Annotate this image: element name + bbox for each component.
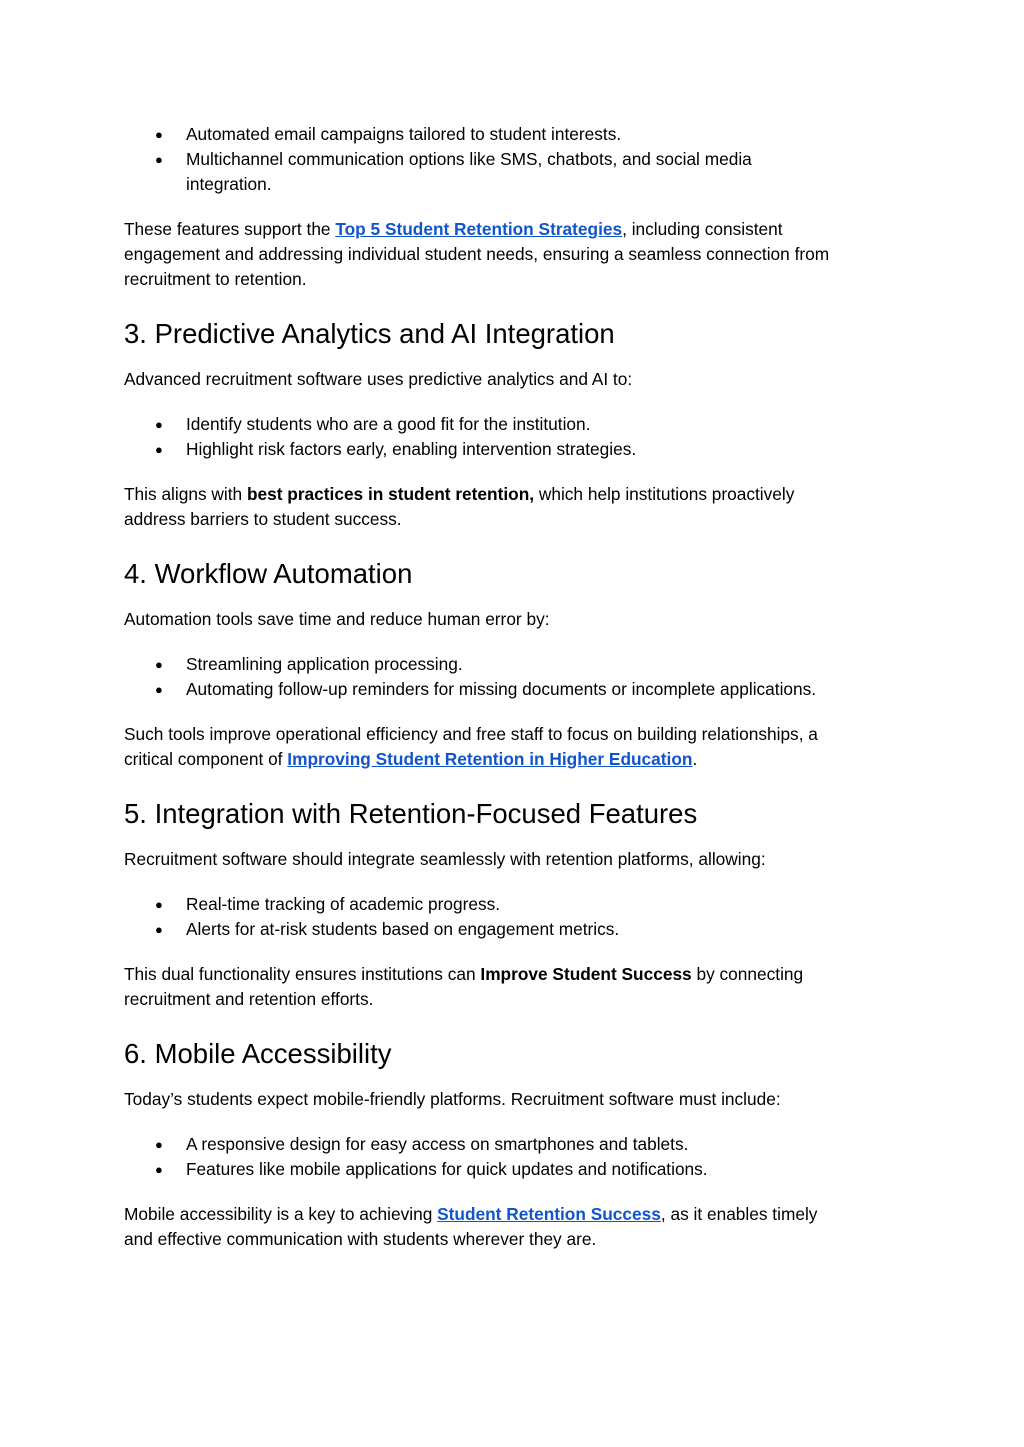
bullet-icon: ●: [155, 682, 163, 697]
section-heading-integration-retention: 5. Integration with Retention-Focused Features: [124, 798, 698, 829]
link-student-retention-success[interactable]: Student Retention Success: [437, 1204, 661, 1224]
list-item: ● Automated email campaigns tailored to student interests.: [124, 122, 904, 147]
bullet-icon: ●: [155, 657, 163, 672]
section-list: [124, 652, 904, 702]
list-item: ● A responsive design for easy access on smartphones and tablets.: [124, 1132, 904, 1157]
list-item: ● Alerts for at-risk students based on engagement metrics.: [124, 917, 904, 942]
section-lead: Recruitment software should integrate seamlessly with retention platforms, allowing:: [124, 849, 766, 869]
bullet-icon: ●: [155, 442, 163, 457]
intro-paragraph: These features support the Top 5 Student Retention Strategies, including consistent engagement and addressing individual student needs, ensuring a seamless connection from recruitment to retention.: [124, 219, 830, 289]
bullet-icon: ●: [155, 897, 163, 912]
bullet-icon: ●: [155, 417, 163, 432]
section-paragraph: Such tools improve operational efficiency and free staff to focus on building relationships, a critical component of Improving Student Retention in Higher Education.: [124, 724, 818, 769]
list-item: ● Identify students who are a good fit for the institution.: [124, 412, 904, 437]
section-list: [124, 892, 904, 942]
list-item: ● Automating follow-up reminders for missing documents or incomplete applications.: [124, 677, 904, 702]
list-item: ● Highlight risk factors early, enabling intervention strategies.: [124, 437, 904, 462]
link-top-5-strategies[interactable]: Top 5 Student Retention Strategies: [335, 219, 623, 239]
bullet-icon: ●: [155, 1137, 163, 1152]
section-heading-mobile-accessibility: 6. Mobile Accessibility: [124, 1038, 392, 1069]
bullet-icon: ●: [155, 127, 163, 142]
section-lead: Advanced recruitment software uses predictive analytics and AI to:: [124, 369, 633, 389]
section-list: [124, 1132, 904, 1182]
section-lead: Today’s students expect mobile-friendly platforms. Recruitment software must include:: [124, 1089, 781, 1109]
section-paragraph: Mobile accessibility is a key to achieving Student Retention Success, as it enables timely and effective communication with students wherever they are.: [124, 1204, 818, 1249]
bullet-icon: ●: [155, 1162, 163, 1177]
bullet-icon: ●: [155, 922, 163, 937]
list-item: ● Multichannel communication options like SMS, chatbots, and social media integration.: [155, 149, 752, 194]
link-improving-student-retention[interactable]: Improving Student Retention in Higher Education: [287, 749, 693, 769]
list-item: ● Streamlining application processing.: [124, 652, 904, 677]
section-heading-workflow-automation: 4. Workflow Automation: [124, 558, 413, 589]
section-paragraph: This aligns with best practices in student retention, which help institutions proactively address barriers to student success.: [124, 484, 795, 529]
bullet-icon: ●: [155, 152, 163, 167]
section-paragraph: This dual functionality ensures institutions can Improve Student Success by connecting recruitment and retention efforts.: [124, 964, 804, 1009]
intro-list: [124, 122, 904, 197]
section-lead: Automation tools save time and reduce human error by:: [124, 609, 550, 629]
list-item: ● Features like mobile applications for quick updates and notifications.: [124, 1157, 904, 1182]
section-list: [124, 412, 904, 462]
document-page: [124, 122, 904, 1252]
section-heading-predictive-analytics: 3. Predictive Analytics and AI Integration: [124, 318, 615, 349]
list-item: ● Real-time tracking of academic progress.: [124, 892, 904, 917]
